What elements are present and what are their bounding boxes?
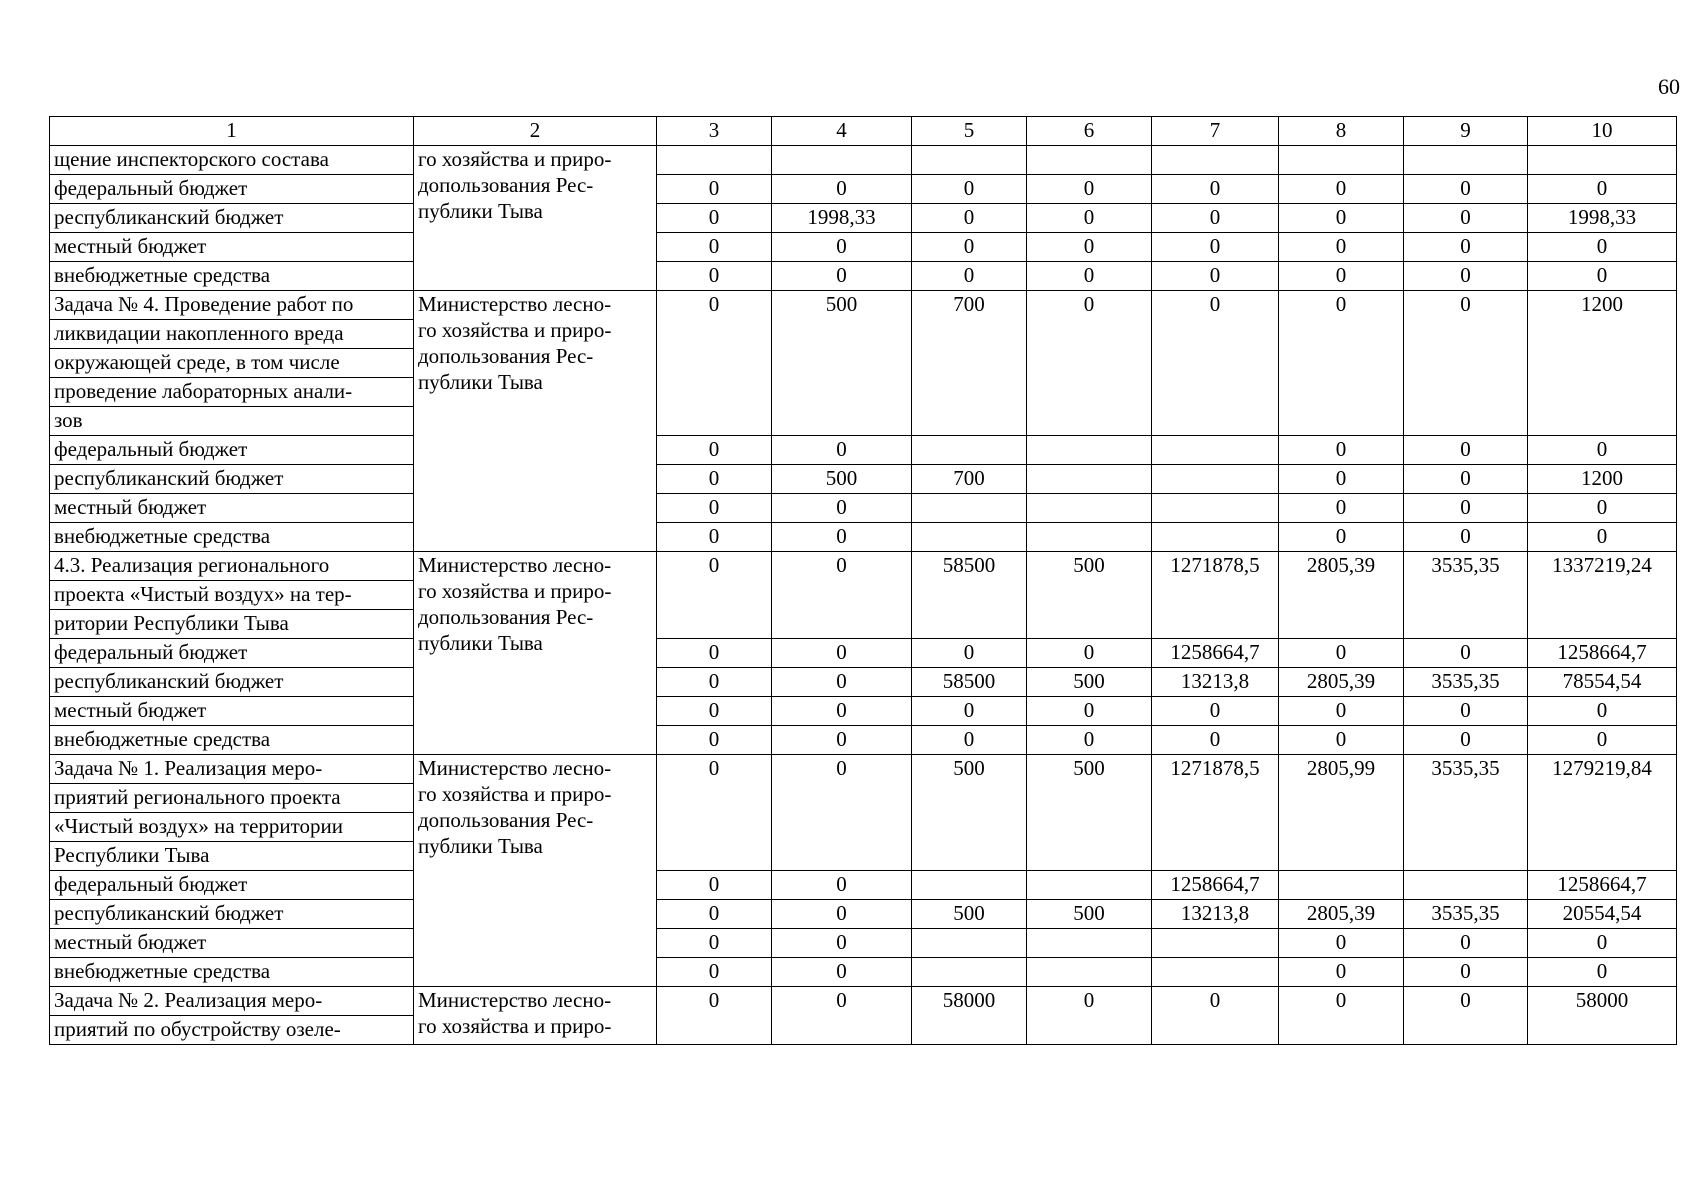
value-cell: 58000 bbox=[912, 987, 1027, 1045]
value-cell: 0 bbox=[1528, 233, 1677, 262]
value-cell bbox=[1404, 871, 1528, 900]
value-cell: 0 bbox=[912, 204, 1027, 233]
column-number-7: 7 bbox=[1152, 117, 1279, 146]
value-cell: 0 bbox=[1279, 929, 1404, 958]
value-cell: 0 bbox=[1528, 175, 1677, 204]
value-cell bbox=[1027, 958, 1152, 987]
table-row bbox=[50, 175, 1677, 204]
value-cell bbox=[657, 146, 772, 175]
column-number-10: 10 bbox=[1528, 117, 1677, 146]
value-cell: 0 bbox=[657, 871, 772, 900]
table-row bbox=[50, 204, 1677, 233]
value-cell: 78554,54 bbox=[1528, 668, 1677, 697]
value-cell bbox=[912, 494, 1027, 523]
column-number-6: 6 bbox=[1027, 117, 1152, 146]
value-cell: 700 bbox=[912, 291, 1027, 436]
value-cell bbox=[1027, 465, 1152, 494]
value-cell: 0 bbox=[1152, 987, 1279, 1045]
value-cell: 0 bbox=[1027, 726, 1152, 755]
row-label: местный бюджет bbox=[50, 494, 414, 523]
row-label: Задача № 4. Проведение работ по bbox=[50, 291, 414, 320]
value-cell bbox=[912, 958, 1027, 987]
table-row bbox=[50, 697, 1677, 726]
value-cell: 2805,39 bbox=[1279, 552, 1404, 639]
row-label: ликвидации накопленного вреда bbox=[50, 320, 414, 349]
table-row bbox=[50, 233, 1677, 262]
value-cell: 13213,8 bbox=[1152, 668, 1279, 697]
value-cell: 1271878,5 bbox=[1152, 755, 1279, 871]
value-cell: 3535,35 bbox=[1404, 755, 1528, 871]
row-label: местный бюджет bbox=[50, 929, 414, 958]
value-cell: 0 bbox=[1404, 639, 1528, 668]
value-cell: 0 bbox=[912, 639, 1027, 668]
value-cell bbox=[1152, 465, 1279, 494]
value-cell: 1258664,7 bbox=[1528, 639, 1677, 668]
responsible-executor: Министерство лесно- го хозяйства и приро- допользования Рес- публики Тыва bbox=[414, 552, 657, 755]
value-cell: 3535,35 bbox=[1404, 900, 1528, 929]
row-label: ритории Республики Тыва bbox=[50, 610, 414, 639]
value-cell: 500 bbox=[772, 291, 912, 436]
value-cell: 0 bbox=[772, 175, 912, 204]
value-cell: 1998,33 bbox=[772, 204, 912, 233]
value-cell: 0 bbox=[1027, 639, 1152, 668]
row-label: местный бюджет bbox=[50, 233, 414, 262]
value-cell: 0 bbox=[1404, 494, 1528, 523]
value-cell: 0 bbox=[772, 233, 912, 262]
value-cell: 0 bbox=[912, 262, 1027, 291]
column-number-1: 1 bbox=[50, 117, 414, 146]
value-cell: 0 bbox=[1279, 639, 1404, 668]
table-row bbox=[50, 726, 1677, 755]
table-row bbox=[50, 929, 1677, 958]
value-cell: 0 bbox=[772, 639, 912, 668]
value-cell: 3535,35 bbox=[1404, 552, 1528, 639]
value-cell: 0 bbox=[1279, 523, 1404, 552]
value-cell: 0 bbox=[772, 494, 912, 523]
value-cell: 0 bbox=[1152, 291, 1279, 436]
value-cell: 1200 bbox=[1528, 465, 1677, 494]
value-cell: 0 bbox=[1027, 697, 1152, 726]
responsible-executor: Министерство лесно- го хозяйства и приро- bbox=[414, 987, 657, 1045]
value-cell bbox=[1152, 146, 1279, 175]
value-cell: 500 bbox=[912, 900, 1027, 929]
column-number-4: 4 bbox=[772, 117, 912, 146]
value-cell: 0 bbox=[772, 697, 912, 726]
value-cell: 0 bbox=[657, 755, 772, 871]
value-cell bbox=[912, 929, 1027, 958]
value-cell: 0 bbox=[772, 552, 912, 639]
value-cell: 3535,35 bbox=[1404, 668, 1528, 697]
row-label: внебюджетные средства bbox=[50, 958, 414, 987]
value-cell: 500 bbox=[1027, 755, 1152, 871]
value-cell: 0 bbox=[1404, 523, 1528, 552]
value-cell bbox=[1027, 871, 1152, 900]
value-cell: 0 bbox=[1404, 726, 1528, 755]
value-cell: 2805,39 bbox=[1279, 900, 1404, 929]
row-label: проекта «Чистый воздух» на тер- bbox=[50, 581, 414, 610]
value-cell: 0 bbox=[1528, 523, 1677, 552]
table-row bbox=[50, 494, 1677, 523]
table-row bbox=[50, 262, 1677, 291]
value-cell bbox=[1404, 146, 1528, 175]
table-row bbox=[50, 958, 1677, 987]
value-cell: 0 bbox=[1404, 262, 1528, 291]
value-cell bbox=[912, 146, 1027, 175]
value-cell bbox=[1152, 958, 1279, 987]
value-cell: 0 bbox=[912, 697, 1027, 726]
value-cell: 0 bbox=[1528, 697, 1677, 726]
value-cell: 0 bbox=[1279, 262, 1404, 291]
value-cell: 0 bbox=[1152, 233, 1279, 262]
value-cell bbox=[1528, 146, 1677, 175]
value-cell: 0 bbox=[1404, 233, 1528, 262]
value-cell: 1279219,84 bbox=[1528, 755, 1677, 871]
value-cell: 500 bbox=[1027, 552, 1152, 639]
value-cell bbox=[1279, 871, 1404, 900]
value-cell: 0 bbox=[1027, 233, 1152, 262]
value-cell: 0 bbox=[1279, 494, 1404, 523]
row-label: проведение лабораторных анали- bbox=[50, 378, 414, 407]
value-cell: 0 bbox=[1404, 697, 1528, 726]
table-row bbox=[50, 465, 1677, 494]
value-cell: 0 bbox=[772, 755, 912, 871]
value-cell: 0 bbox=[772, 871, 912, 900]
value-cell: 0 bbox=[1279, 175, 1404, 204]
value-cell: 0 bbox=[1404, 436, 1528, 465]
value-cell: 0 bbox=[772, 262, 912, 291]
row-label: Республики Тыва bbox=[50, 842, 414, 871]
value-cell bbox=[1279, 146, 1404, 175]
value-cell bbox=[912, 523, 1027, 552]
value-cell bbox=[1152, 929, 1279, 958]
value-cell: 0 bbox=[1528, 958, 1677, 987]
value-cell: 0 bbox=[772, 987, 912, 1045]
value-cell: 0 bbox=[1279, 436, 1404, 465]
row-label: Задача № 1. Реализация меро- bbox=[50, 755, 414, 784]
value-cell: 1271878,5 bbox=[1152, 552, 1279, 639]
responsible-executor: Министерство лесно- го хозяйства и приро- допользования Рес- публики Тыва bbox=[414, 291, 657, 552]
value-cell: 0 bbox=[1279, 697, 1404, 726]
value-cell: 0 bbox=[1027, 175, 1152, 204]
responsible-executor: Министерство лесно- го хозяйства и приро- допользования Рес- публики Тыва bbox=[414, 755, 657, 987]
value-cell: 0 bbox=[772, 958, 912, 987]
value-cell bbox=[1027, 436, 1152, 465]
value-cell: 20554,54 bbox=[1528, 900, 1677, 929]
row-label: федеральный бюджет bbox=[50, 871, 414, 900]
value-cell: 0 bbox=[1528, 262, 1677, 291]
table-row bbox=[50, 291, 1677, 320]
row-label: Задача № 2. Реализация меро- bbox=[50, 987, 414, 1016]
value-cell: 0 bbox=[1152, 697, 1279, 726]
value-cell: 0 bbox=[1404, 465, 1528, 494]
table-row bbox=[50, 639, 1677, 668]
table-row bbox=[50, 523, 1677, 552]
value-cell: 0 bbox=[1404, 175, 1528, 204]
row-label: федеральный бюджет bbox=[50, 436, 414, 465]
value-cell: 0 bbox=[657, 523, 772, 552]
value-cell: 500 bbox=[772, 465, 912, 494]
value-cell: 2805,99 bbox=[1279, 755, 1404, 871]
value-cell: 0 bbox=[657, 204, 772, 233]
table-row bbox=[50, 552, 1677, 581]
value-cell: 500 bbox=[912, 755, 1027, 871]
column-number-9: 9 bbox=[1404, 117, 1528, 146]
responsible-executor: го хозяйства и приро- допользования Рес- публики Тыва bbox=[414, 146, 657, 291]
value-cell bbox=[912, 871, 1027, 900]
table-row bbox=[50, 436, 1677, 465]
value-cell: 0 bbox=[657, 639, 772, 668]
value-cell: 0 bbox=[1528, 726, 1677, 755]
value-cell: 0 bbox=[772, 929, 912, 958]
value-cell: 0 bbox=[912, 175, 1027, 204]
value-cell: 0 bbox=[1027, 291, 1152, 436]
value-cell: 0 bbox=[1528, 929, 1677, 958]
value-cell: 0 bbox=[657, 958, 772, 987]
row-label: федеральный бюджет bbox=[50, 175, 414, 204]
table-row bbox=[50, 987, 1677, 1016]
value-cell: 0 bbox=[772, 436, 912, 465]
table-row bbox=[50, 871, 1677, 900]
value-cell: 0 bbox=[1404, 204, 1528, 233]
value-cell: 1200 bbox=[1528, 291, 1677, 436]
column-number-8: 8 bbox=[1279, 117, 1404, 146]
row-label: республиканский бюджет bbox=[50, 204, 414, 233]
row-label: окружающей среде, в том числе bbox=[50, 349, 414, 378]
value-cell bbox=[1027, 146, 1152, 175]
value-cell: 0 bbox=[657, 929, 772, 958]
value-cell: 0 bbox=[657, 233, 772, 262]
column-number-3: 3 bbox=[657, 117, 772, 146]
value-cell bbox=[1027, 523, 1152, 552]
value-cell: 0 bbox=[1152, 204, 1279, 233]
value-cell: 0 bbox=[657, 726, 772, 755]
value-cell bbox=[1027, 494, 1152, 523]
value-cell: 0 bbox=[657, 175, 772, 204]
row-label: республиканский бюджет bbox=[50, 900, 414, 929]
value-cell: 0 bbox=[1279, 726, 1404, 755]
value-cell: 13213,8 bbox=[1152, 900, 1279, 929]
value-cell: 0 bbox=[1027, 262, 1152, 291]
value-cell: 0 bbox=[657, 900, 772, 929]
value-cell: 0 bbox=[657, 987, 772, 1045]
row-label: 4.3. Реализация регионального bbox=[50, 552, 414, 581]
table-row bbox=[50, 900, 1677, 929]
page-number: 60 bbox=[1658, 74, 1680, 99]
row-label: федеральный бюджет bbox=[50, 639, 414, 668]
value-cell: 0 bbox=[912, 233, 1027, 262]
value-cell: 0 bbox=[1528, 494, 1677, 523]
row-label: республиканский бюджет bbox=[50, 668, 414, 697]
value-cell: 1337219,24 bbox=[1528, 552, 1677, 639]
value-cell: 0 bbox=[1279, 291, 1404, 436]
row-label: местный бюджет bbox=[50, 697, 414, 726]
row-label: «Чистый воздух» на территории bbox=[50, 813, 414, 842]
value-cell: 0 bbox=[1027, 987, 1152, 1045]
value-cell: 0 bbox=[657, 668, 772, 697]
value-cell: 1258664,7 bbox=[1528, 871, 1677, 900]
value-cell: 0 bbox=[657, 494, 772, 523]
value-cell: 2805,39 bbox=[1279, 668, 1404, 697]
value-cell: 0 bbox=[912, 726, 1027, 755]
value-cell bbox=[1152, 436, 1279, 465]
value-cell: 0 bbox=[1404, 291, 1528, 436]
value-cell: 0 bbox=[657, 291, 772, 436]
header-row bbox=[50, 117, 1677, 146]
value-cell: 0 bbox=[1027, 204, 1152, 233]
value-cell bbox=[772, 146, 912, 175]
row-label: зов bbox=[50, 407, 414, 436]
value-cell bbox=[1152, 494, 1279, 523]
column-number-5: 5 bbox=[912, 117, 1027, 146]
value-cell: 0 bbox=[657, 697, 772, 726]
value-cell: 0 bbox=[1152, 726, 1279, 755]
table-row bbox=[50, 146, 1677, 175]
value-cell bbox=[1152, 523, 1279, 552]
budget-table bbox=[49, 116, 1677, 1045]
value-cell: 0 bbox=[1279, 233, 1404, 262]
table-body bbox=[50, 117, 1677, 1045]
value-cell: 500 bbox=[1027, 900, 1152, 929]
value-cell: 58500 bbox=[912, 668, 1027, 697]
row-label: щение инспекторского состава bbox=[50, 146, 414, 175]
value-cell: 58000 bbox=[1528, 987, 1677, 1045]
value-cell: 0 bbox=[1404, 929, 1528, 958]
value-cell: 500 bbox=[1027, 668, 1152, 697]
table-row bbox=[50, 755, 1677, 784]
value-cell: 0 bbox=[1152, 262, 1279, 291]
value-cell: 0 bbox=[657, 465, 772, 494]
value-cell: 0 bbox=[1279, 204, 1404, 233]
value-cell: 1258664,7 bbox=[1152, 871, 1279, 900]
row-label: приятий регионального проекта bbox=[50, 784, 414, 813]
value-cell: 0 bbox=[1152, 175, 1279, 204]
value-cell: 0 bbox=[1528, 436, 1677, 465]
value-cell: 1998,33 bbox=[1528, 204, 1677, 233]
value-cell: 0 bbox=[657, 552, 772, 639]
value-cell: 0 bbox=[657, 262, 772, 291]
value-cell: 0 bbox=[772, 668, 912, 697]
value-cell: 0 bbox=[1279, 987, 1404, 1045]
row-label: республиканский бюджет bbox=[50, 465, 414, 494]
row-label: приятий по обустройству озеле- bbox=[50, 1016, 414, 1045]
table-row bbox=[50, 668, 1677, 697]
row-label: внебюджетные средства bbox=[50, 262, 414, 291]
value-cell: 0 bbox=[1279, 465, 1404, 494]
value-cell: 58500 bbox=[912, 552, 1027, 639]
value-cell: 0 bbox=[657, 436, 772, 465]
value-cell: 0 bbox=[772, 900, 912, 929]
value-cell: 0 bbox=[1404, 987, 1528, 1045]
value-cell bbox=[912, 436, 1027, 465]
value-cell: 700 bbox=[912, 465, 1027, 494]
value-cell: 1258664,7 bbox=[1152, 639, 1279, 668]
value-cell bbox=[1027, 929, 1152, 958]
value-cell: 0 bbox=[772, 523, 912, 552]
row-label: внебюджетные средства bbox=[50, 523, 414, 552]
row-label: внебюджетные средства bbox=[50, 726, 414, 755]
value-cell: 0 bbox=[772, 726, 912, 755]
value-cell: 0 bbox=[1404, 958, 1528, 987]
value-cell: 0 bbox=[1279, 958, 1404, 987]
column-number-2: 2 bbox=[414, 117, 657, 146]
